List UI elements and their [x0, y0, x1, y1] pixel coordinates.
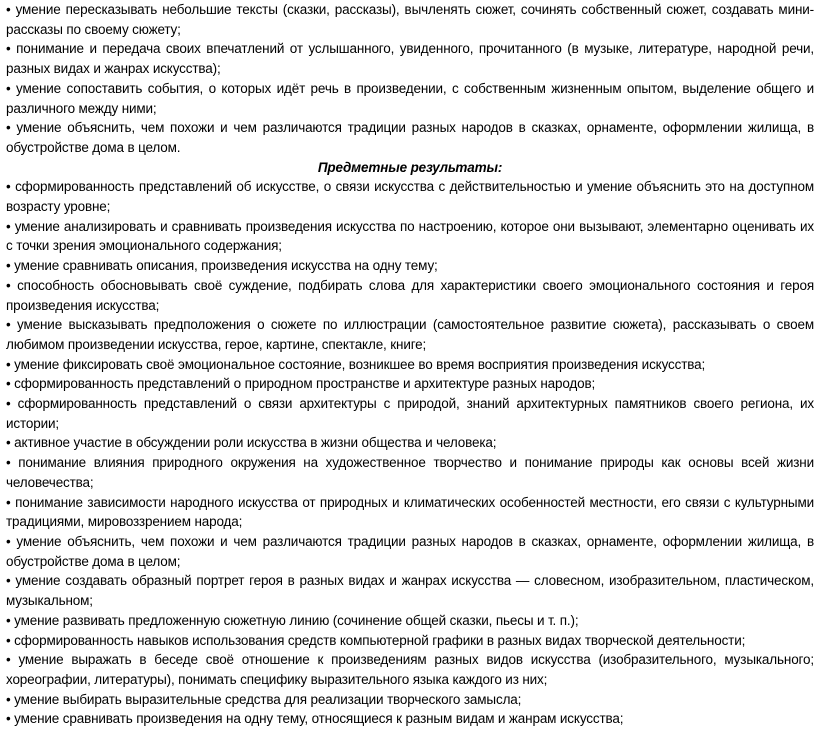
list-item: • умение развивать предложенную сюжетную линию (сочинение общей сказки, пьесы и т. п.); [6, 612, 579, 628]
list-item: • умение объяснить, чем похожи и чем различаются традиции разных народов в сказках, орнаменте, оформлении жилища, в обустройстве дома в целом; [6, 533, 814, 569]
list-item: • активное участие в обсуждении роли искусства в жизни общества и человека; [6, 435, 497, 451]
list-item: • сформированность представлений о природном пространстве и архитектуре разных народов; [6, 376, 596, 392]
list-item: • умение высказывать предположения о сюжете по иллюстрации (самостоятельное развитие сюжета), рассказывать о своем любимом произведении искусства, герое, картине, спектакле, книге; [6, 317, 814, 352]
list-item: • умение анализировать и сравнивать произведения искусства по настроению, которое они вызывают, элементарно оценивать их с точки зрения эмоционального содержания; [6, 218, 814, 254]
list-item: • умение сравнивать произведения на одну тему, относящиеся к разным видам и жанрам искусства; [6, 711, 624, 727]
list-item: • умение сравнивать описания, произведения искусства на одну тему; [6, 258, 438, 274]
list-item: • понимание влияния природного окружения на художественное творчество и понимание природы как основы всей жизни человечества; [6, 455, 814, 490]
document-body [6, 0, 814, 729]
list-item: • умение пересказывать небольшие тексты (сказки, рассказы), вычленять сюжет, сочинять собственный сюжет, создавать мини-рассказы по своему сюжету; [6, 2, 814, 37]
section-heading: Предметные результаты: [317, 159, 503, 175]
list-item: • умение выбирать выразительные средства для реализации творческого замысла; [6, 691, 522, 707]
list-item: • умение фиксировать своё эмоциональное состояние, возникшее во время восприятия произведения искусства; [6, 356, 706, 372]
list-item: • умение сопоставить события, о которых идёт речь в произведении, с собственным жизненным опытом, выделение общего и различного между ними; [6, 80, 814, 116]
list-item: • понимание и передача своих впечатлений от услышанного, увиденного, прочитанного (в музыке, литературе, народной речи, разных видах и жанрах искусства); [6, 41, 814, 77]
list-item: • умение выражать в беседе своё отношение к произведениям разных видов искусства (изобразительного, музыкального; хореографии, литературы), понимать специфику выразительного языка каждого из них; [6, 652, 814, 687]
list-item: • умение объяснить, чем похожи и чем различаются традиции разных народов в сказках, орнаменте, оформлении жилища, в обустройстве дома в целом. [6, 120, 814, 155]
list-item: • сформированность навыков использования средств компьютерной графики в разных видах творческой деятельности; [6, 632, 746, 648]
list-item: • способность обосновывать своё суждение, подбирать слова для характеристики своего эмоционального состояния и героя произведения искусства; [6, 277, 814, 313]
list-item: • сформированность представлений о связи архитектуры с природой, знаний архитектурных памятников своего региона, их истории; [6, 396, 814, 431]
list-item: • сформированность представлений об искусстве, о связи искусства с действительностью и умение объяснить это на доступном возрасту уровне; [6, 179, 814, 215]
list-item: • понимание зависимости народного искусства от природных и климатических особенностей местности, его связи с культурными традициями, мировоззрением народа; [6, 494, 814, 530]
list-item: • умение создавать образный портрет героя в разных видах и жанрах искусства — словесном, изобразительном, пластическом, музыкальном; [6, 573, 814, 609]
